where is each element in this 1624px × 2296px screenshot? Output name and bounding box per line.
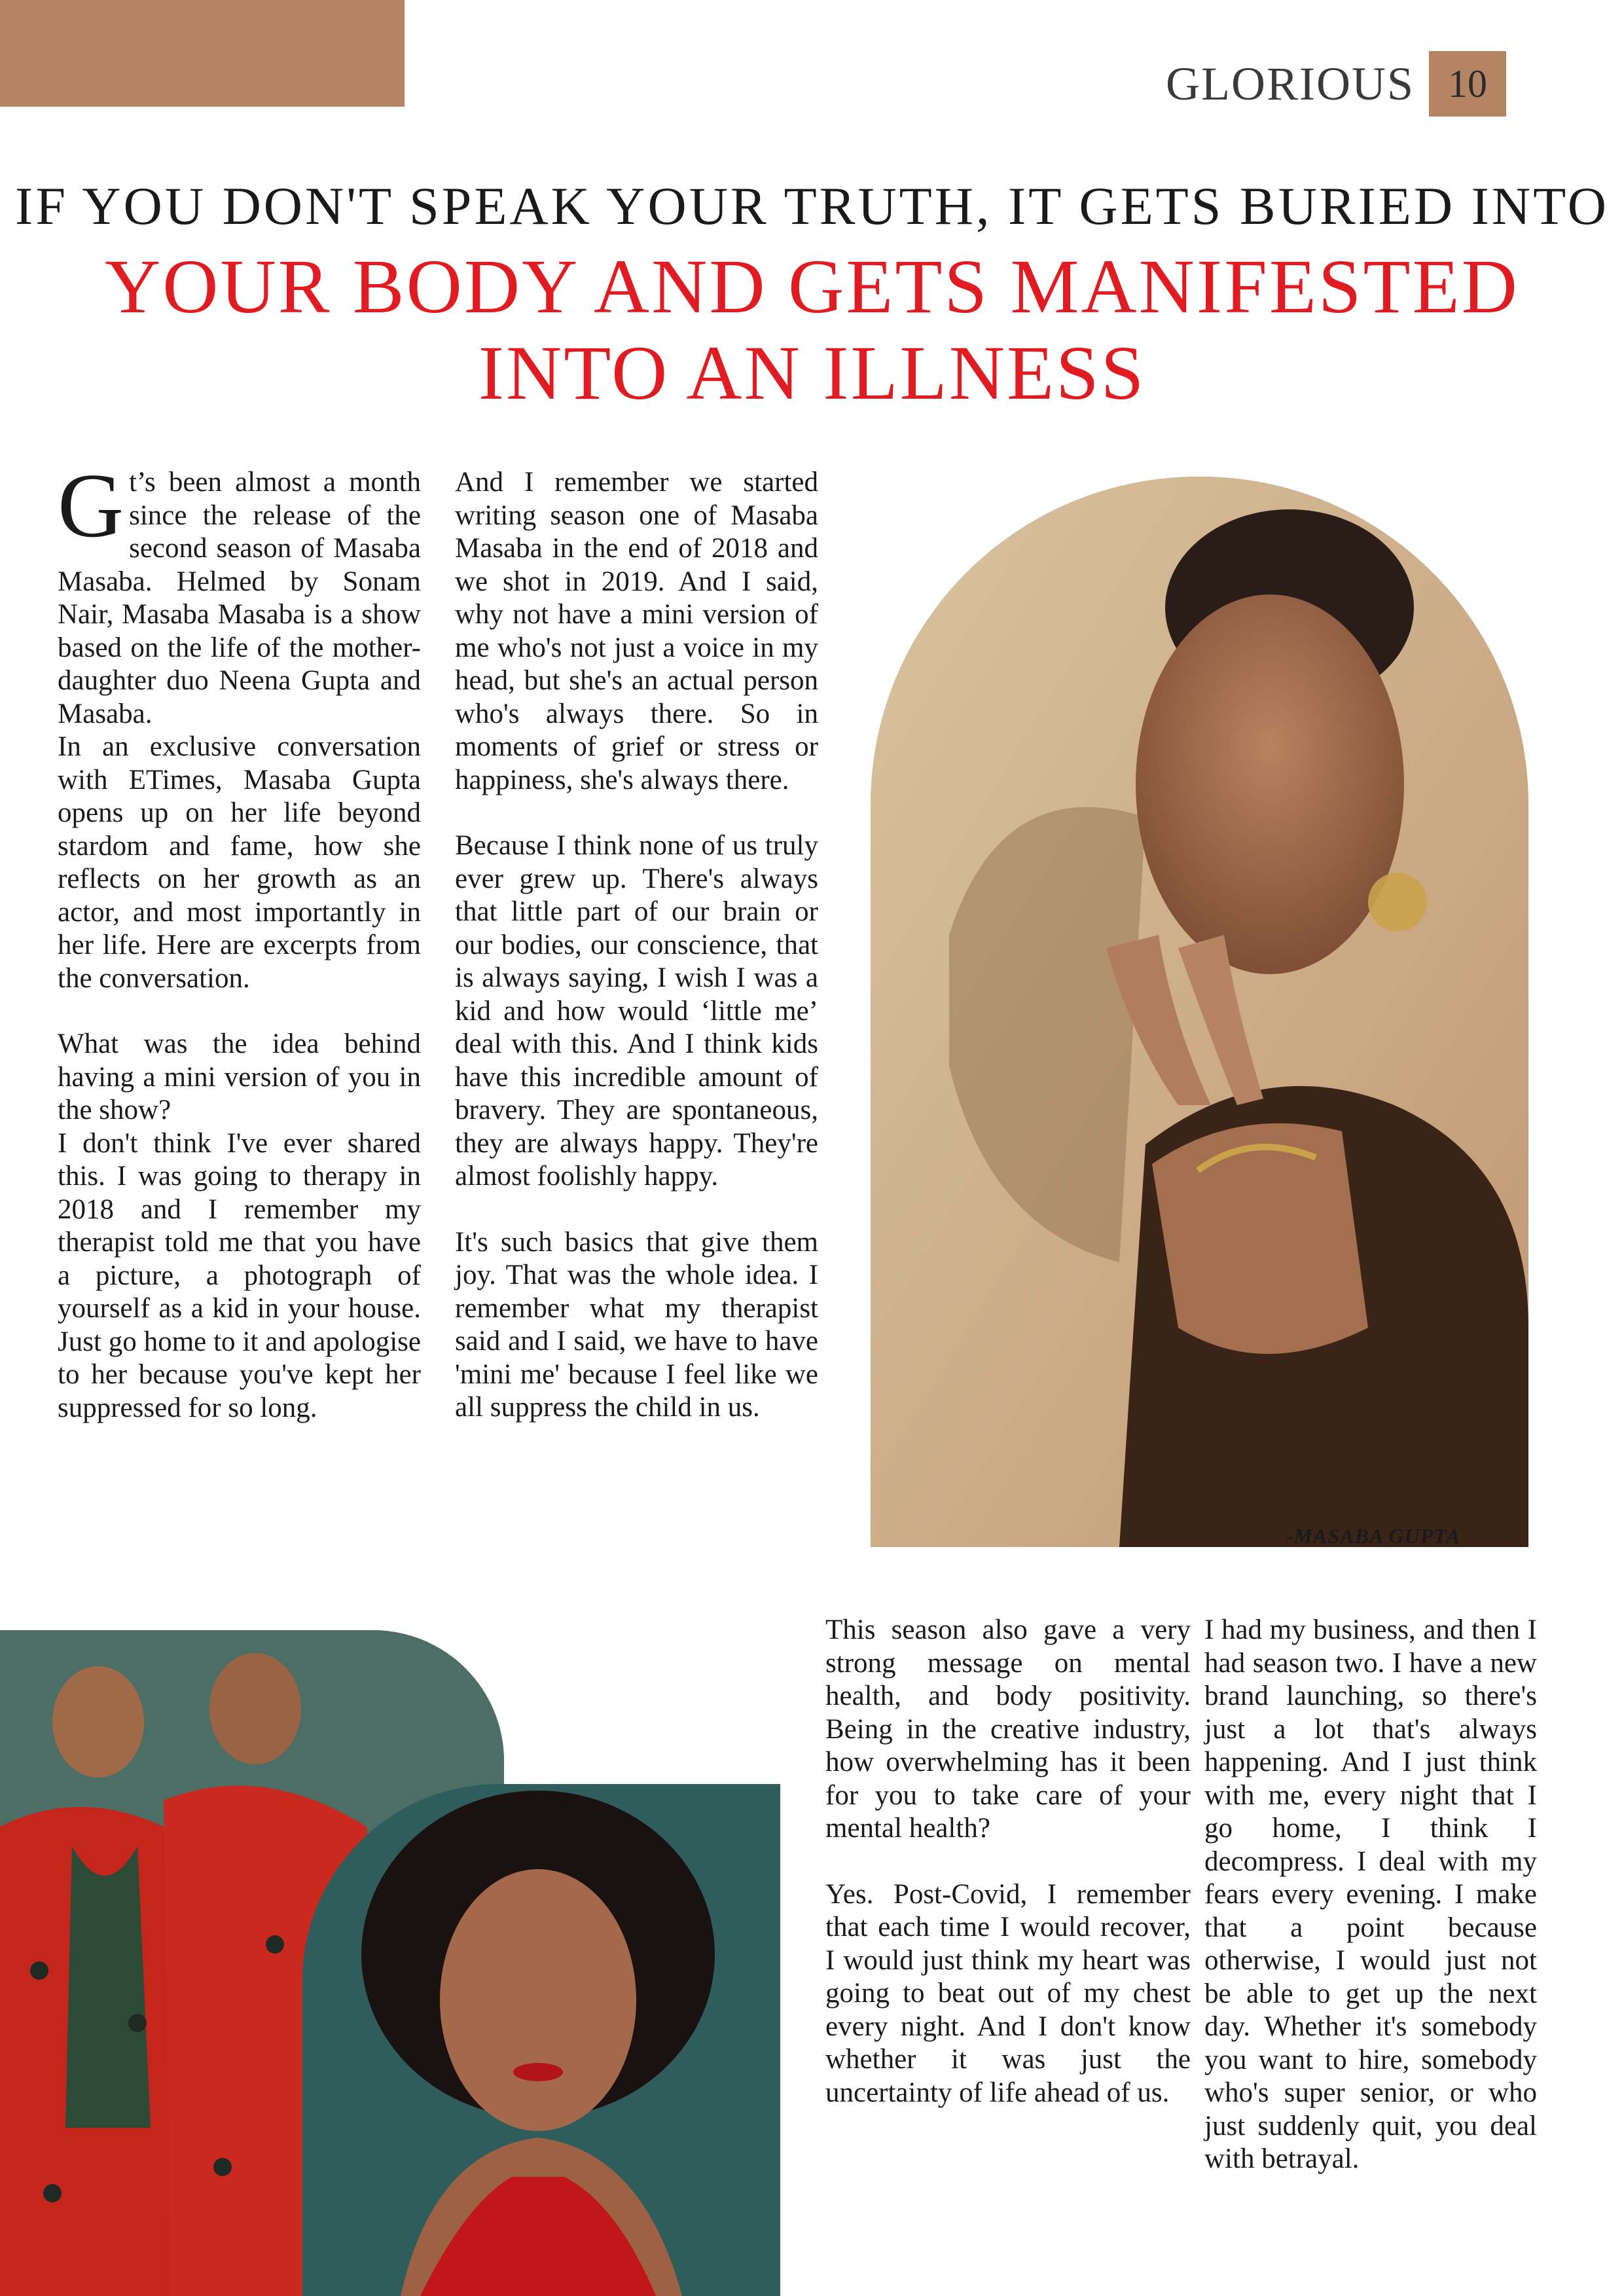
drop-cap: G [58, 455, 124, 556]
question: This season also gave a very strong message on mental health, and body positivity. Being in the creative industry, how overwhelming has it been for you to take care of your mental health? [825, 1614, 1191, 1844]
corner-accent-band [0, 0, 405, 107]
headline-line-1: IF YOU DON'T SPEAK YOUR TRUTH, IT GETS BURIED INTO [15, 176, 1609, 236]
photo-caption: -MASABA GUPTA [1286, 1524, 1461, 1548]
headline-line-3: INTO AN ILLNESS [478, 330, 1146, 416]
article-column-1 [58, 455, 421, 1425]
hero-portrait-photo [871, 477, 1528, 1547]
answer-continued: I had my business, and then I had season two. I have a new brand launching, so there's just a lot that's always happening. And I just think with me, every night that I go home, I think I decompress. I deal with my fears every evening. I make that a point because otherwise, I would just not be able to get up the next day. Whether it's somebody you want to hire, somebody who's super senior, or who just suddenly quit, you deal with betrayal. [1204, 1614, 1537, 2174]
masthead [1166, 51, 1506, 117]
question: What was the idea behind having a mini version of you in the show? [58, 1029, 421, 1125]
magazine-logo: GLORIOUS [1165, 57, 1415, 110]
article-column-3 [825, 1614, 1191, 2109]
article-column-2 [455, 466, 818, 1425]
page-number: 10 [1429, 51, 1506, 117]
paragraph: In an exclusive conversation with ETimes, Masaba Gupta opens up on her life beyond stardom and fame, how she reflects on her growth as an actor, and most importantly in her life. Here are excerpts from the conversation. [58, 731, 421, 994]
intro-text: t’s been almost a month since the release of the second season of Masaba Masaba. Helmed by Sonam Nair, Masaba Masaba is a show based on the life of the mother-daughter duo Neena Gupta and Masaba. [58, 467, 421, 729]
paragraph: And I remember we started writing season one of Masaba Masaba in the end of 2018 and we shot in 2019. And I said, why not have a mini version of me who's not just a voice in my head, but she's an actual person who's always there. So in moments of grief or stress or happiness, she's always there. [455, 467, 818, 795]
portrait-photo [302, 1784, 780, 2296]
answer: I don't think I've ever shared this. I was going to therapy in 2018 and I remember my therapist told me that you have a picture, a photograph of yourself as a kid in your house. Just go home to it and apologise to her because you've kept her suppressed for so long. [58, 1127, 421, 1423]
paragraph: It's such basics that give them joy. That was the whole idea. I remember what my therapist said and I said, we have to have 'mini me' because I feel like we all suppress the child in us. [455, 1226, 818, 1423]
answer: Yes. Post-Covid, I remember that each time I would recover, I would just think my heart was going to beat out of my chest every night. And I don't know whether it was just the uncertainty of life ahead of us. [825, 1878, 1191, 2108]
intro-paragraph [58, 455, 421, 731]
paragraph: Because I think none of us truly ever grew up. There's always that little part of our brain or our bodies, our conscience, that is always saying, I wish I was a kid and how would ‘little me’ deal with this. And I think kids have this incredible amount of bravery. They are spontaneous, they are always happy. They're almost foolishly happy. [455, 830, 818, 1192]
headline-red [79, 244, 1545, 416]
article-column-4 [1204, 1614, 1537, 2176]
headline-line-2: YOUR BODY AND GETS MANIFESTED [105, 244, 1519, 329]
